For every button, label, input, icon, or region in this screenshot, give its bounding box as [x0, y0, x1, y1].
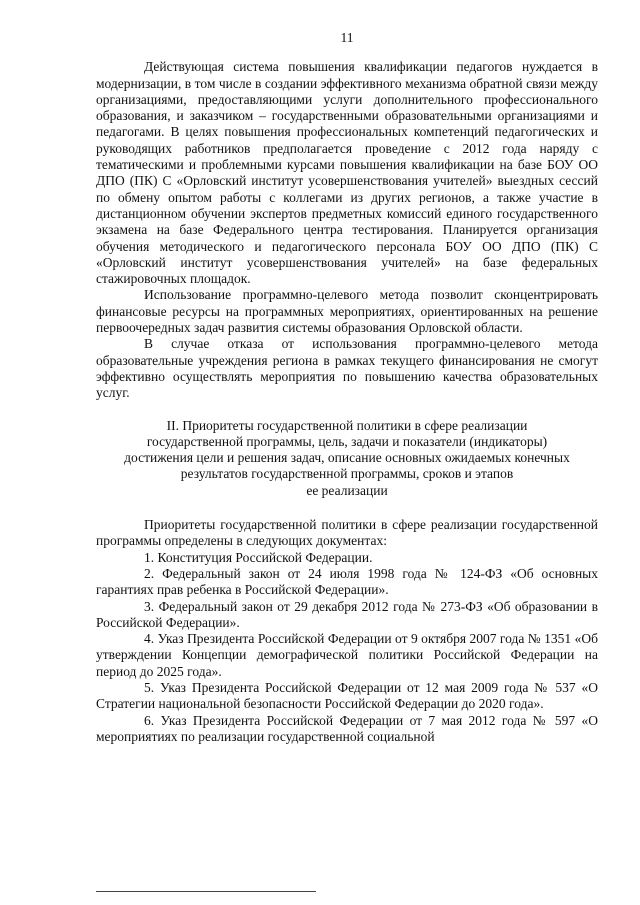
footnote-divider	[96, 891, 316, 892]
document-list-item: 1. Конституция Российской Федерации.	[144, 549, 373, 565]
paragraph-qualification-system: Действующая система повышения квалификации педагогов нуждается в модернизации, в том числе в создании эффективного механизма обратной связи между организациями, предоставляющими услуги дополнительного профессионального образования, и заказчиком – государственными образовательными организациями и педагогами. В целях повышения профессиональных компетенций педагогических и руководящих работников предполагается проведение с 2012 года наряду с тематическими и проблемными курсами повышения квалификации на базе БОУ ОО ДПО (ПК) С «Орловский институт усовершенствования учителей» выездных сессий по обмену опытом работы с коллегами из других регионов, а также участие в дистанционном обучении экспертов предметных комиссий единого государственного экзамена на базе Федерального центра тестирования. Планируется организация обучения методического и педагогического персонала БОУ ОО ДПО (ПК) С «Орловский институт усовершенствования учителей» на базе федеральных стажировочных площадок.	[96, 59, 598, 287]
paragraph-program-method: Использование программно-целевого метода позволит сконцентрировать финансовые ресурсы на программных мероприятиях, ориентированных на решение первоочередных задач развития системы образования Орловской области.	[96, 287, 598, 336]
paragraph-priorities-intro: Приоритеты государственной политики в сфере реализации государственной программы определены в следующих документах:	[96, 517, 598, 549]
section-title-line: результатов государственной программы, сроков и этапов	[180, 466, 514, 482]
section-title	[96, 418, 598, 499]
document-list-item: 2. Федеральный закон от 24 июля 1998 года № 124-ФЗ «Об основных гарантиях прав ребенка в Российской Федерации».	[96, 565, 598, 598]
page-number: 11	[340, 30, 354, 45]
section-title-line: ее реализации	[306, 482, 388, 498]
document-list-item: 6. Указ Президента Российской Федерации от 7 мая 2012 года № 597 «О мероприятиях по реализации государственной социальной	[96, 712, 598, 744]
document-list-item: 3. Федеральный закон от 29 декабря 2012 года № 273-ФЗ «Об образовании в Российской Федерации».	[96, 598, 598, 630]
section-title-line: II. Приоритеты государственной политики в сфере реализации	[166, 417, 528, 433]
section-title-line: достижения цели и решения задач, описание основных ожидаемых конечных	[124, 450, 570, 466]
document-list-item: 4. Указ Президента Российской Федерации от 9 октября 2007 года № 1351 «Об утверждении Концепции демографической политики Российской Федерации на период до 2025 года».	[96, 631, 598, 679]
document-list-item: 5. Указ Президента Российской Федерации от 12 мая 2009 года № 537 «О Стратегии национальной безопасности Российской Федерации до 2020 года».	[96, 679, 598, 712]
paragraph-refusal-consequence: В случае отказа от использования программно-целевого метода образовательные учреждения региона в рамках текущего финансирования не смогут эффективно осуществлять мероприятия по повышению качества образовательных услуг.	[96, 336, 598, 401]
section-title-line: государственной программы, цель, задачи и показатели (индикаторы)	[146, 433, 548, 449]
